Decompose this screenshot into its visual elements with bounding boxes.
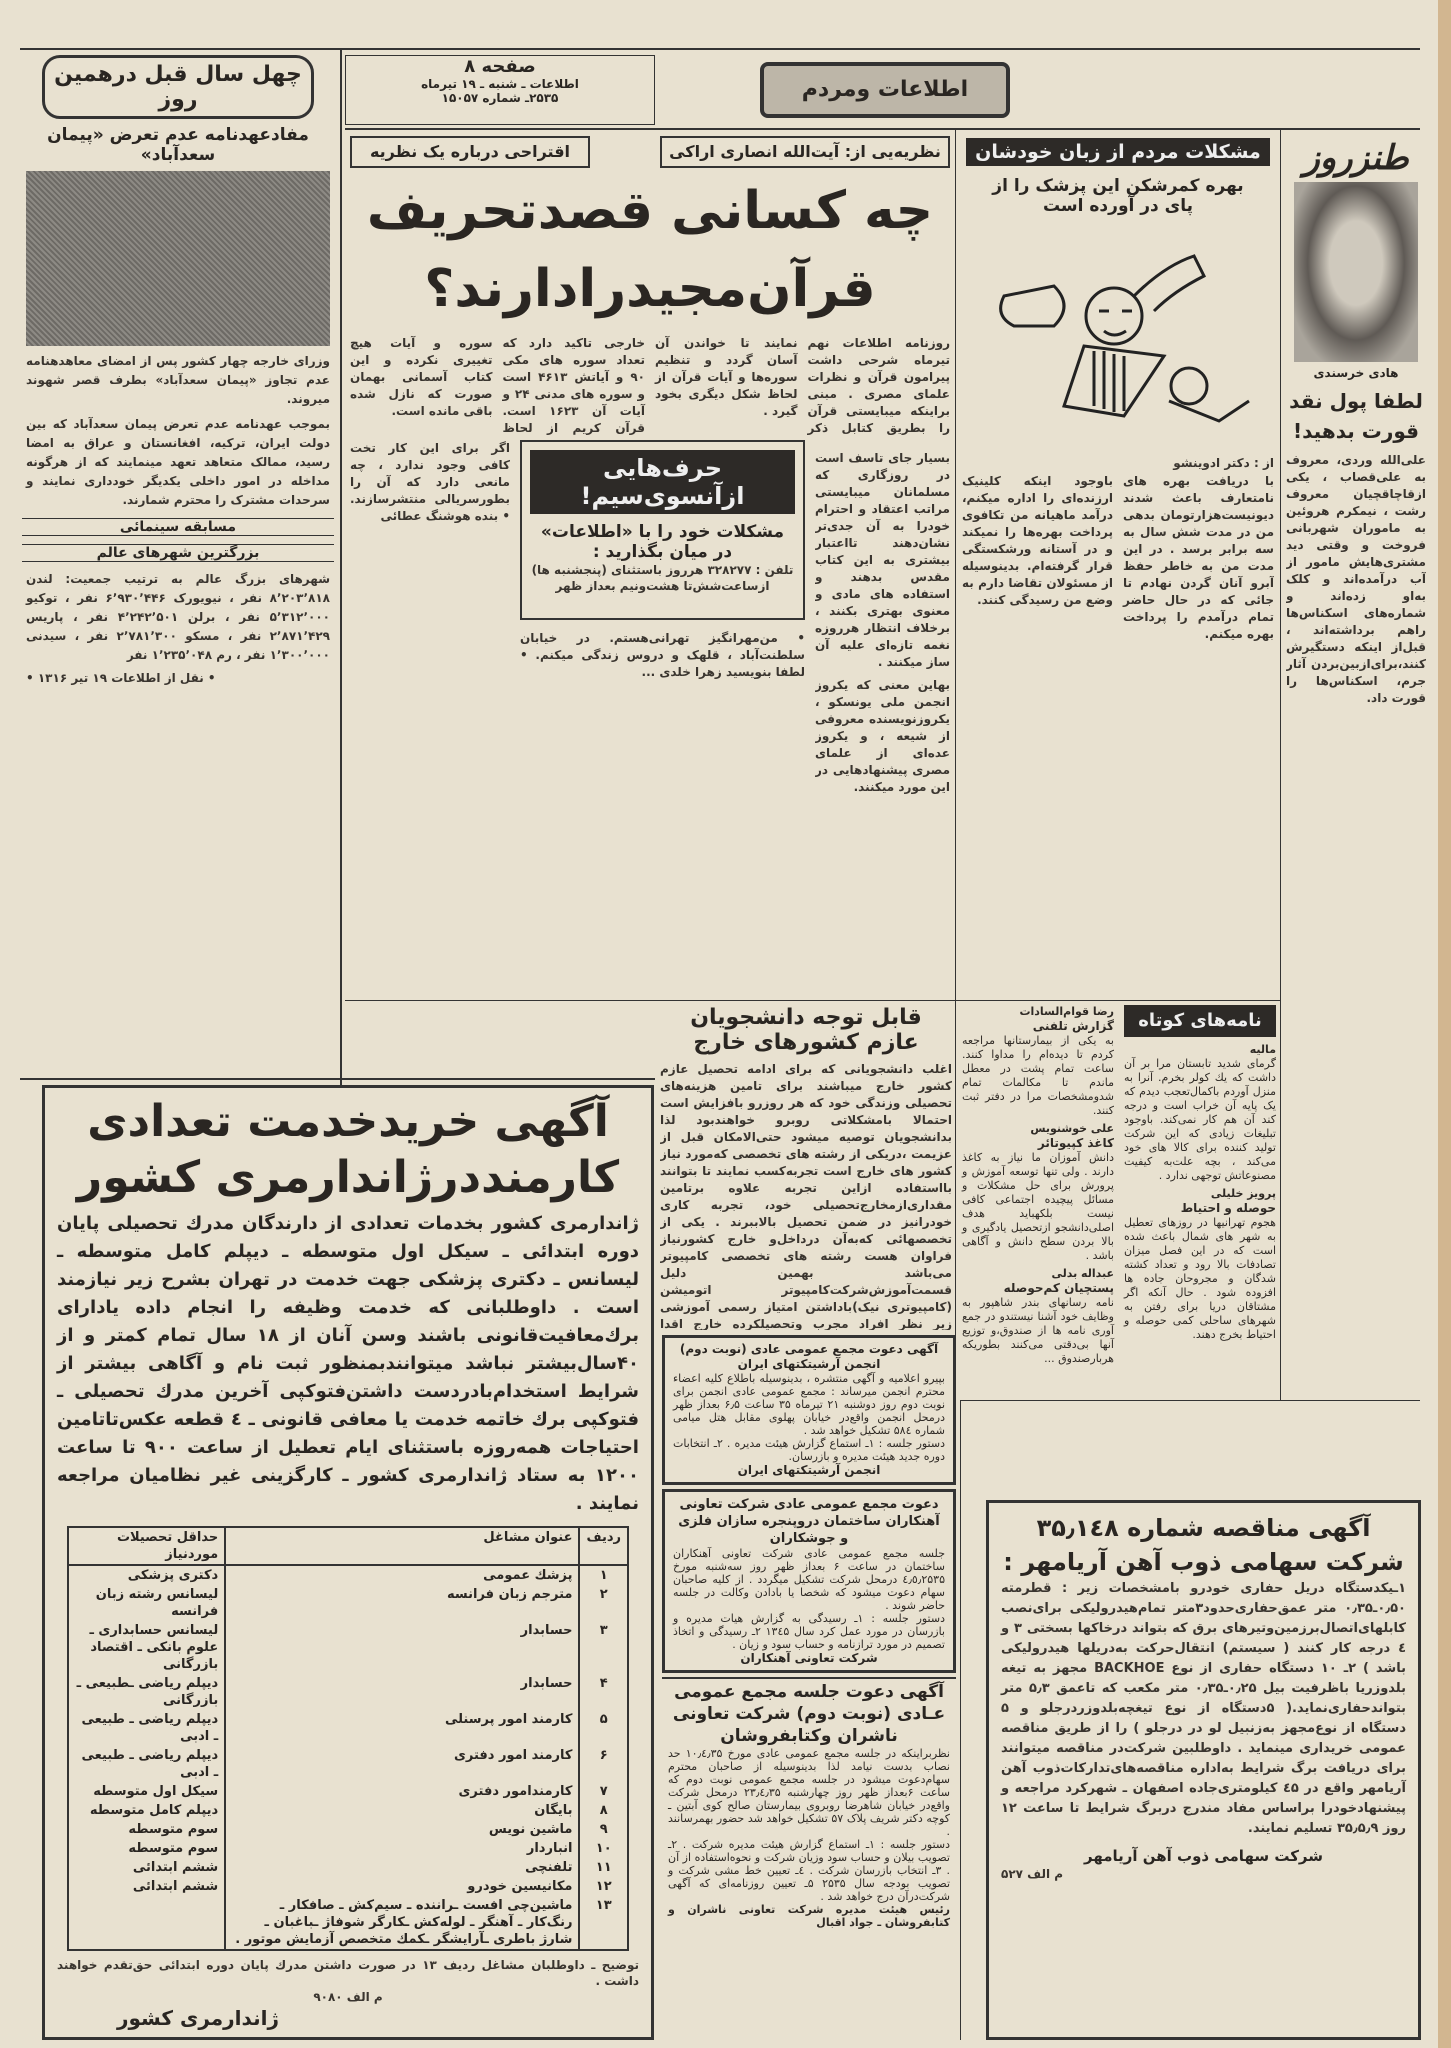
table-row	[69, 1839, 627, 1858]
table-cell: ۵	[579, 1710, 627, 1746]
table-cell: دکتری پزشکی	[127, 1568, 219, 1583]
ironworkers-title: دعوت مجمع عمومی عادی شرکت تعاونی آهنکاران ساختمان درو‌پنجره سازان فلزی و جوشکاران	[678, 1497, 940, 1546]
letter-text: هجوم تهرانیها در روزهای تعطیل به شهر های شمال باعث شده است که در این فصل میزان تصادفات بالا رود و تعداد کشته شدگان و مجروحان جاده ها افزوده شود . حال آنکه اگر مشتاقان دریا برای رفتن به شهرهای ساحلی کمی حوصله و احتیاط بخرج دهند.	[1124, 1216, 1276, 1341]
letter-author: پرویز خلیلی	[1210, 1187, 1276, 1200]
row-rule	[20, 1078, 655, 1080]
wires-line1: مشکلات خود را با «اطلاعات»	[540, 522, 785, 542]
table-cell: دیپلم ریاضی ـ طبیعی ـ ادبی	[81, 1748, 219, 1780]
tender-ad	[986, 1500, 1421, 2040]
table-cell: لیسانس حسابداری ـ علوم بانکی ـ اقتصاد بازرگانی	[89, 1623, 219, 1672]
table-cell: سیکل اول متوسطه	[93, 1784, 219, 1799]
ad-code: م الف ۹۰۸۰	[313, 1990, 383, 2004]
paragraph: بهاین معنی که یکروز انجمن ملی یونسکو ، یکروزنویسنده معروفی از شیعه ، و یکروز عده‌ای از علمای مصری پیشنهادهایی در این مورد میکنند.	[815, 678, 950, 794]
forty-years-headline: مفادعهدنامه عدم تعرض «پیمان سعدآباد»	[47, 125, 309, 165]
table-cell: ۱۲	[579, 1877, 627, 1896]
table-cell: انباردار	[225, 1839, 579, 1858]
forty-years-body: بموجب عهدنامه عدم تعرض پیمان سعدآباد که بین دولت ایران، ترکیه، افغانستان و عراق به امضا رسید، ممالک متعاهد تعهد مینمایند که از هرگونه مداخله در امور داخلی یکدیگر خودداری نمایند و سرحدات مشترک را محترم شمارند.	[26, 417, 330, 507]
architects-agenda: دستور جلسه : ۱ـ استماع گزارش هیئت مدیره . ۲ـ انتخابات دوره جدید هیئت مدیره و بازرسان.	[673, 1437, 945, 1463]
top-rule	[20, 48, 1420, 50]
column-rule	[960, 1400, 961, 2040]
forty-years-column	[22, 55, 334, 1075]
problems-column	[962, 138, 1274, 998]
tender-title2: شرکت سهامی ذوب آهن آریامهر :	[1003, 1548, 1404, 1576]
table-cell: ۷	[579, 1782, 627, 1801]
table-cell: کارمند امور دفتری	[225, 1746, 579, 1782]
letter-text: دانش آموزان ما نیاز به کاغذ دارند . ولی تنها توسعه آموزش و پرورش برای حل مشکلات و مسائل پیچیده اجتماعی کافی نیست بلکهباید هدف اصلی‌دانشجو ازتحصیل یادگیری و بالا بردن سطح دانش و آگاهی باشد .	[962, 1151, 1114, 1262]
satire-body: علی‌الله وردی، معروف به علی‌قصاب ، یکی ازقاچاقچیان معروف رشت ، نیمکرم هروئین به ماموران شهربانی فروخت و وقتی دید مشتری‌هایش مامور از آب درآمده‌اند و کلک به‌او زده‌اند و شماره‌های اسکناس‌ها راهم برداشته‌اند ، قبل‌از اینکه دستگیرش کنند،برای‌ازبین‌بردن آثار جرم، اسکناس‌ها را قورت داد.	[1286, 453, 1426, 705]
tender-code: م الف ۵۲۷	[1001, 1867, 1064, 1881]
problems-title: مشکلات مردم از زبان خودشان	[966, 138, 1270, 166]
table-header: ردیف	[579, 1528, 627, 1565]
row-rule	[960, 1400, 1420, 1401]
letter-subhead: ماليه	[1249, 1043, 1276, 1056]
ironworkers-sign: شرکت تعاونی آهنکاران	[740, 1651, 878, 1665]
ad-headline2: کارمنددرژاندارمری کشور	[76, 1152, 620, 1203]
column-rule	[955, 130, 956, 1400]
architects-body: بپیرو اعلامیه و آگهی منتشره ، بدینوسیله باطلاع کلیه اعضاء محترم انجمن میرساند : مجمع عمومی عادی انجمن برای نوبت دوم روز دوشنبه ۲۱ تیرماه ۳۵ ساعت ۶٫۵ بعداز ظهر درمحل انجمن واقع‌در خیابان پهلوی مقابل هتل میامی شماره ۵۸٤ تشکیل خواهد شد .	[673, 1372, 946, 1437]
column-rule	[1280, 130, 1281, 1400]
jobs-table-wrap	[67, 1526, 629, 1951]
students-headline2: عازم کشورهای خارج	[693, 1030, 919, 1055]
cities-stats: شهرهای بزرگ عالم به ترتیب جمعیت: لندن ۸٬۲۰۳٬۸۱۸ نفر ، نیویورک ۶٬۹۳۰٬۴۴۶ نفر ، توکیو ۵٬۳۱۲٬۰۰۰ نفر ، برلن ۴٬۲۴۲٬۵۰۱ نفر ، پاریس ۲٬۸۷۱٬۴۲۹ نفر ، مسکو ۲٬۷۸۱٬۳۰۰ نفر ، سیدنی ۱٬۳۰۰٬۰۰۰ نفر ، رم ۱٬۲۳۵٬۰۴۸ نفر	[26, 572, 330, 662]
wires-box	[520, 440, 805, 620]
satire-author: هادی خرسندی	[1313, 366, 1399, 380]
table-cell: حسابدار	[225, 1621, 579, 1674]
wires-body: • من‌مهرانگیز تهرانی‌هستم. در خیابان سلطنت‌آباد ، قلهک و دروس زندگی میکنم. • لطفا بنویسید زهرا خلدی ...	[520, 631, 805, 679]
architects-title: آگهی دعوت مجمع عمومی عادی (نوبت دوم) انجمن آرشیتکتهای ایران	[679, 1342, 939, 1371]
table-cell: ۸	[579, 1801, 627, 1820]
table-row	[69, 1565, 627, 1585]
table-cell: ماشین‌چی افست ـراننده ـ سیم‌کش ـ صافکار ـ رنگ‌کار ـ آهنگر ـ لوله‌کش ـکارگر شوفاژ ـباغبان ـ شارژ باطری ـآرایشگر ـکمك متخصص آزمایش موتور .	[225, 1896, 579, 1949]
table-cell: ۹	[579, 1820, 627, 1839]
table-cell: ۱	[579, 1565, 627, 1585]
page-number: صفحه ۸	[464, 56, 536, 77]
paragraph: با دریافت بهره های نامتعارف باعث شدند دیونیست‌هزارتومان بدهی من در مدت شش سال به سه برابر برسد . در این مدت من به خاطر حفظ آبرو آنان گردن نهادم تا جائی که در حال حاضر تمام درآمدم را پرداخت بهره میکنم.	[1123, 474, 1274, 641]
table-cell: ۱۳	[579, 1896, 627, 1949]
satire-headline: لطفا پول نقد قورت بدهید!	[1289, 389, 1423, 443]
paragraph: اگر برای این کار تخت کافی وجود ندارد ، چه مانعی دارد که آن را بطورسریالی منتشرسازند. • بنده هوشنگ عطائی	[350, 441, 510, 523]
publishers-body: نظربراینکه در جلسه مجمع عمومی عادی مورخ ۱۰٫٤٫۳۵ حد نصاب بدست نیامد لذا بدینوسیله از صاحبان محترم سهام‌دعوت میشود در جلسه مجمع عمومی نوبت دوم که ساعت ۶بعداز ظهر روز چهارشنبه ۲۳٫٤٫۳۵ درمحل شرکت واقع‌در خیابان شاهرضا روبروی بیمارستان صالح کوی آبتین ـ کوچه دکتر شریف پلاک ۵۷ تشکیل خواهد شد حضور بهمرسانند .	[668, 1747, 950, 1838]
letter-text: به یکی از بیمارستانها مراجعه کردم تا دیده‌ام را مداوا کنند. ساعت تمام پشت در معطل ماندم تا مکالمات تمام شدومشخصات مرا در دفتر ثبت کنند.	[962, 1034, 1114, 1117]
wires-phone: تلفن : ۳۲۸۲۷۷ هرروز باستثنای (پنجشنبه ها) ازساعت‌شش‌تا هشت‌ونیم بعداز ظهر	[531, 563, 794, 593]
letter-subhead: حوصله و احتیاط	[1180, 1201, 1276, 1215]
paragraph: خارجی تاکید دارد که تعداد سوره های مکی ۹۰ و آیاتش ۴۶۱۳ است و سوره های مدنی ۲۴ و آیات آن ۱۶۲۳ است. قرآن کریم از لحاظ سوره و آیات هیچ تغییری نکرده و این کتاب آسمانی بهمان صورت که نازل شده باقی مانده است.	[350, 336, 645, 435]
table-cell: لیسانس رشته زبان فرانسه	[95, 1587, 219, 1619]
table-cell	[69, 1896, 225, 1949]
main-body-top	[350, 335, 950, 445]
tender-body: ۱ـیکدستگاه دریل حفاری خودرو بامشخصات زیر : قطرمته ۰٫۵۰ـ۰٫۳۵ متر عمق‌حفاری‌حدود۳متر تمام‌هیدرولیکی برای‌نصب کابلهای‌اتصال‌برزمین‌وتیرهای برق که بتواند درخاکها بسختی ۳ و ٤ درجه کار کنند ( سیستم) انتقال‌حرکت به‌دریلها هیدرولیکی باشد ) ۲ـ ۱۰ دستگاه حفاری از نوع BACKHOE مجهز به تیغه بلدوزریا باظرفیت بیل ۰٫۲۵ـ۰٫۳۵ متر مکعب که تاعمق ۵٫۳ متر بتواندحفاری‌نماید.( ۵دستگاه از نوع تیغچه‌بلدوزردرجلو و ۵ دستگاه از نوع‌مجهز به‌زنبیل لو در درجلو ) را از طریق مناقصه عمومی خریداری مینماید . داوطلبین شرکت‌در مناقصه میتوانند برای دریافت برگ شرایط به‌اداره مناقصه‌های‌تدارکات‌ذوب آهن آریامهر واقع در ٤۵ کیلومتری‌جاده اصفهان ـ شهرکرد مراجعه و پیشنهاد‌خودرا براساس مفاد مندرج دربرگ شرایط تا ساعت ۱۲ روز ۳۵٫۵٫۹ تسلیم نمایند.	[1001, 1581, 1407, 1836]
table-row	[69, 1877, 627, 1896]
source-note: • نقل از اطلاعات ۱۹ تیر ۱۳۱۶ •	[26, 671, 216, 685]
letter-subhead: پستچیان کم‌حوصله	[1003, 1281, 1114, 1295]
table-row	[69, 1710, 627, 1746]
letters-body	[962, 1005, 1276, 1366]
photo-caption: وزرای خارجه چهار کشور پس از امضای معاهدهنامه عدم تجاوز «پیمان سعدآباد» بطرف قصر شهوند میروند.	[26, 354, 330, 406]
table-row	[69, 1674, 627, 1710]
section-title: اطلاعات ومردم	[760, 62, 1010, 118]
table-cell: ۱۰	[579, 1839, 627, 1858]
satire-column	[1286, 138, 1426, 1398]
students-body: اغلب دانشجویانی که برای ادامه تحصیل عازم کشور خارج میباشند برای تامین هزینه‌های تحصیلی وزندگی خود که هر روزرو بافزایش است احتمالا بامشکلاتی روبرو خواهندبود لذا بدانشجویان توصیه میشود حتی‌الامکان قبل از عزیمت ،دریکی از رشته های تخصصی که‌مورد نیاز کشور های خارج است تجربه‌کسب نمایند تا بتوانند بااستفاده ازاین تجربه علاوه برتامین مقداری‌ازمخارج‌تحصیلی خود، تجربه کاری خودرانیز در ضمن تحصیل بالاببرند . یکی از تخصصهائی که‌به‌آن درداخل‌و خارج کشورنیاز فراوان هست رشته های تخصصی کامپیوتر می‌باشد بهمین دلیل قسمت‌آموزش‌شرکت‌کامپیوتر اتومیشن (کامپیوتری نیک)باداشتن امتیاز رسمی آموزشی زیر نظر افراد مجرب وتحصیلکرده خارج اقدا	[660, 1062, 952, 1330]
cartoon-illustration	[974, 226, 1274, 446]
tender-sign: شرکت سهامی ذوب آهن آریامهر	[1083, 1847, 1324, 1865]
table-header: عنوان مشاغل	[225, 1528, 579, 1565]
table-cell: دیپلم ریاضی ـ طبیعی ـ ادبی	[81, 1712, 219, 1744]
table-cell: ۶	[579, 1746, 627, 1782]
table-cell: مکانیسین خودرو	[225, 1877, 579, 1896]
publishers-ad	[662, 1677, 956, 1931]
publishers-title: آگهی دعوت جلسه مجمع عمومی عـادی (نوبت دوم) شرکت تعاونی ناشران وکتابفروشان	[672, 1682, 946, 1746]
column-rule	[340, 48, 342, 1088]
ad-note: توضیح ـ داوطلبان مشاغل ردیف ۱۳ در صورت داشتن مدرك پایان دوره ابتدائی حق‌تقدم خواهند داشت .	[57, 1958, 639, 1988]
gendarmerie-ad	[42, 1085, 654, 2040]
publishers-agenda: دستور جلسه : ۱ـ استماع گزارش هیئت مدیره شرکت . ۲ـ تصویب بیلان و حساب سود وزیان شرکت و نحوه‌استفاده از آن . ۳ـ انتخاب بازرسان شرکت . ٤ـ تعیین خط مشی شرکت و تصویب بودجه سال ۲۵۳۵ ۵ـ تعیین روزنامه‌ای که آگهی شرکت‌درآن درج خواهد شد .	[668, 1838, 951, 1903]
table-cell: پزشك عمومی	[225, 1565, 579, 1585]
letter-author: رضا قوام‌السادات	[1019, 1005, 1114, 1018]
letter-text: نامه رسانهای بندر شاهپور به وظایف خود آشنا نیستندو در جمع آوری نامه ها از صندوق،و توزیع آنها بی‌دقتی می‌کنند بطوریکه هربارصندوق ...	[962, 1296, 1114, 1365]
table-row	[69, 1820, 627, 1839]
table-cell: ماشین نویس	[225, 1820, 579, 1839]
issue-line: ۲۵۳۵ـ شماره ۱۵۰۵۷	[441, 91, 559, 105]
problems-author: از : دکتر ادوینشو	[1173, 456, 1274, 470]
paragraph: بسیار جای تاسف است در روزگاری که مسلمانان میبایستی مراتب اعتقاد و احترام خودرا به آن جدی‌تر نشان‌دهند تااعتبار بیشتری به این کتاب مقدس بدهند و استفاده های مادی و معنوی بهتری بکنند ، برخلاف انتظار هرروزه نغمه تازه‌ای علیه آن ساز میکنند .	[815, 451, 950, 669]
main-headline: چه کسانی قصدتحریف قرآن‌مجیدرادارند؟	[366, 181, 934, 319]
problems-headline: بهره کمرشکن این پزشک را از پای در آورده است	[992, 176, 1244, 216]
subhead-cinema: مسابقه سینمائی	[22, 518, 334, 536]
table-cell: سوم متوسطه	[128, 1841, 219, 1856]
table-cell: ۴	[579, 1674, 627, 1710]
ad-signature: ژاندارمری کشور	[117, 2006, 279, 2030]
date-line: اطلاعات ـ شنبه ـ ۱۹ تیرماه	[421, 77, 579, 91]
table-header: حداقل تحصیلات موردنیاز	[69, 1528, 225, 1565]
wires-line2: در میان بگذارید :	[592, 542, 733, 562]
letter-author: علی خوشنویس	[1030, 1122, 1114, 1135]
letters-title: نامه‌های کوتاه	[1124, 1005, 1276, 1037]
table-cell: ششم ابتدائی	[132, 1879, 219, 1894]
table-row	[69, 1782, 627, 1801]
ironworkers-ad	[662, 1489, 956, 1673]
table-row	[69, 1896, 627, 1949]
publishers-sign: رئیس هیئت مدیره شرکت تعاونی ناشران و کتابفروشان ـ جواد اقبال	[668, 1903, 950, 1929]
table-row	[69, 1621, 627, 1674]
table-cell: ششم ابتدائی	[132, 1860, 219, 1875]
ad-body: ژاندارمری کشور بخدمات تعدادی از دارندگان مدرك تحصیلی پایان دوره ابتدائی ـ سیکل اول متوسطه ـ دیپلم کامل متوسطه ـ لیسانس ـ دکتری پزشکی جهت خدمت در تهران بشرح زیر نیازمند است . داوطلبانی که خدمت وظیفه را انجام داده یادارای برك‌معافیت‌قانونی باشند وسن آنان از ۱۸ سال تمام کمتر و از ۴۰سال‌بیشتر نباشد میتوانند‌بمنظور ثبت نام و آگاهی بیشتر از شرایط استخدام‌بادردست داشتن‌فتوکپی آخرین مدرك تحصیلی ـ فتوکپی برك خاتمه خدمت یا معافی قانونی ـ ٤ قطعه عکس‌تاتامین احتیاجات همه‌روزه باستثنای ایام تعطیل از ساعت ۹۰۰ تا ساعت ۱۲۰۰ به ستاد ژاندارمری کشور ـ کارگزینی غیر نظامیان مراجعه نمایند .	[57, 1213, 639, 1514]
forty-years-title: چهل سال قبل درهمین روز	[42, 55, 314, 119]
ironworkers-agenda: دستور جلسه : ۱ـ رسیدگی به گزارش هیات مدیره و بازرسان در مورد عمل کرد سال ۱۳٤۵ ۲ـ رسیدگی و اتخاذ تصمیم در مورد ترازنامه و حساب سود و زیان .	[673, 1612, 945, 1651]
row-rule	[345, 1000, 1280, 1001]
letters-section	[962, 1005, 1276, 1366]
tender-title1: آگهی مناقصه شماره ۳۵٫۱٤۸	[1036, 1514, 1371, 1542]
table-cell: تلفنچی	[225, 1858, 579, 1877]
problems-body	[962, 473, 1274, 998]
middle-ads-stack	[662, 1335, 956, 1931]
main-body-right	[815, 450, 950, 1000]
masthead-rule	[345, 128, 1420, 130]
main-body-left	[350, 440, 510, 1000]
table-cell: ۳	[579, 1621, 627, 1674]
students-headline1: قابل توجه دانشجویان	[690, 1005, 922, 1030]
treaty-photo	[26, 171, 330, 346]
table-row	[69, 1801, 627, 1820]
letter-text: گرمای شدید تابستان مرا بر آن داشت که یك کولر بخرم. آنرا به منزل آوردم باکمال‌تعجب دیدم که یک پایه آن خراب است و درجه کند آن هم کار نمی‌کند. باوجود تبلیغات زیادی که این شرکت تولید کننده برای کالا های خود می‌کند ، بچه علت‌به کیفیت مصنوعاتش توجهی ندارد .	[1124, 1057, 1276, 1182]
table-cell: حسابدار	[225, 1674, 579, 1710]
table-cell: سوم متوسطه	[128, 1822, 219, 1837]
kicker-right: نظریه‌یی از: آیت‌الله انصاری اراکی	[660, 136, 950, 168]
table-cell: بایگان	[225, 1801, 579, 1820]
kicker-left: اقتراحی درباره یک نظریه	[350, 136, 590, 168]
subhead-cities: بزرگترین شهرهای عالم	[22, 544, 334, 562]
table-row	[69, 1585, 627, 1621]
architects-ad	[662, 1335, 956, 1485]
letter-author: عبداله بدلی	[1051, 1267, 1114, 1280]
jobs-table	[69, 1528, 627, 1949]
author-photo	[1294, 182, 1418, 362]
ironworkers-body: جلسه مجمع عمومی عادی شرکت تعاونی آهنکاران ساختمان در ساعت ۶ بعداز ظهر روز سه‌شنبه مورخ ٤٫٥٫۲۵۳۵ درمحل شرکت تشکیل میگردد . از کلیه صاحبان سهام دعوت میشود که شخصا یا بادادن وکالت در جلسه حاضر شوند .	[673, 1547, 945, 1612]
paragraph: روزنامه اطلاعات نهم تیرماه شرحی داشت پیرامون قرآن و نظرات علمای مصری . مبنی براینکه میبایستی قرآن را بطریق کتابل ذکر نمایند تا خواندن آن آسان گردد و تنظیم سوره‌ها و آیات قرآن از لحاظ شکل دیگری بخود گیرد .	[655, 336, 950, 435]
table-cell: کارمندامور دفتری	[225, 1782, 579, 1801]
satire-logo: طنزروز	[1303, 138, 1409, 178]
table-cell: دیپلم ریاضی ـطبیعی ـ بازرگانی	[76, 1676, 219, 1708]
table-cell: ۲	[579, 1585, 627, 1621]
architects-sign: انجمن آرشیتکتهای ایران	[737, 1463, 881, 1477]
table-cell: کارمند امور پرسنلی	[225, 1710, 579, 1746]
letter-subhead: گزارش تلفنی	[1032, 1019, 1114, 1033]
ad-headline1: آگهی خریدخدمت تعدادی	[87, 1096, 609, 1147]
table-cell: مترجم زبان فرانسه	[225, 1585, 579, 1621]
page-info	[345, 55, 655, 125]
paragraph: باوجود اینکه کلینیک ارزنده‌ای را اداره میکنم، درآمد ماهیانه من تکافوی پرداخت بهره‌ها را نمیکند و در آستانه ورشکستگی قرار گرفته‌ام. بدینوسیله از مسئولان تقاضا دارم به وضع من رسیدگی کنند.	[962, 474, 1113, 607]
table-cell: ۱۱	[579, 1858, 627, 1877]
students-notice	[660, 1005, 952, 1330]
wires-title: حرف‌هایی ازآنسوی‌سیم!	[530, 450, 795, 514]
letter-subhead: کاغذ کپیوتائر	[1037, 1136, 1114, 1150]
table-row	[69, 1746, 627, 1782]
table-cell: دیپلم کامل متوسطه	[89, 1803, 219, 1818]
table-row	[69, 1858, 627, 1877]
